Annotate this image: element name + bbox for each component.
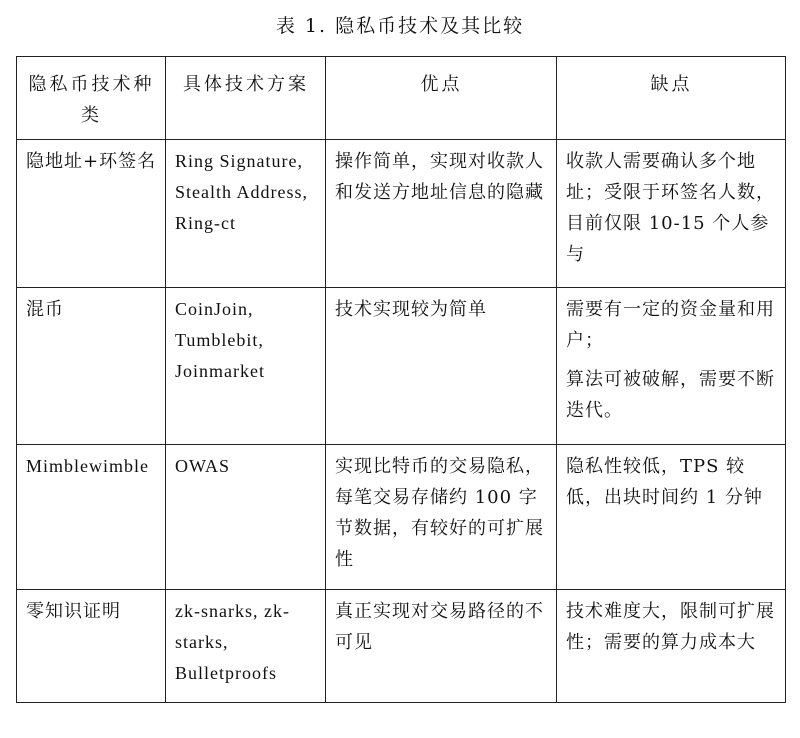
header-scheme: 具体技术方案 bbox=[166, 57, 326, 140]
scheme-line: Bulletproofs bbox=[175, 663, 277, 683]
header-pros: 优点 bbox=[326, 57, 557, 140]
scheme-line: Joinmarket bbox=[175, 361, 265, 381]
cons-paragraph: 隐私性较低，TPS 较低，出块时间约 1 分钟 bbox=[566, 456, 763, 508]
cell-type: 零知识证明 bbox=[17, 590, 166, 703]
header-type: 隐私币技术种类 bbox=[17, 57, 166, 140]
scheme-line: CoinJoin, bbox=[175, 299, 254, 319]
scheme-line: Ring Signature, bbox=[175, 151, 303, 171]
header-cons: 缺点 bbox=[557, 57, 786, 140]
cons-paragraph: 需要有一定的资金量和用户； bbox=[566, 299, 775, 351]
scheme-line: zk-snarks, zk- bbox=[175, 601, 290, 621]
cell-type: Mimblewimble bbox=[17, 445, 166, 590]
cell-scheme bbox=[166, 445, 326, 590]
cell-scheme bbox=[166, 288, 326, 445]
cell-type: 隐地址+环签名 bbox=[17, 140, 166, 288]
cell-pros: 操作简单，实现对收款人和发送方地址信息的隐藏 bbox=[326, 140, 557, 288]
cell-scheme bbox=[166, 590, 326, 703]
table-row bbox=[17, 445, 786, 590]
scheme-line: Tumblebit, bbox=[175, 330, 264, 350]
cell-cons bbox=[557, 140, 786, 288]
cell-pros: 技术实现较为简单 bbox=[326, 288, 557, 445]
table-caption: 表 1. 隐私币技术及其比较 bbox=[275, 15, 525, 37]
cell-type: 混币 bbox=[17, 288, 166, 445]
scheme-line: Stealth Address, bbox=[175, 182, 308, 202]
cons-paragraph: 算法可被破解，需要不断迭代。 bbox=[566, 369, 775, 421]
cell-pros: 实现比特币的交易隐私，每笔交易存储约 100 字节数据，有较好的可扩展性 bbox=[326, 445, 557, 590]
cell-cons bbox=[557, 288, 786, 445]
table-header-row bbox=[17, 57, 786, 140]
table-row bbox=[17, 288, 786, 445]
cons-paragraph: 收款人需要确认多个地址；受限于环签名人数，目前仅限 10-15 个人参与 bbox=[566, 151, 775, 265]
table-row bbox=[17, 140, 786, 288]
scheme-line: Ring-ct bbox=[175, 213, 236, 233]
cell-cons bbox=[557, 590, 786, 703]
cell-cons bbox=[557, 445, 786, 590]
scheme-line: starks, bbox=[175, 632, 229, 652]
scheme-line: OWAS bbox=[175, 456, 231, 476]
cell-scheme bbox=[166, 140, 326, 288]
cons-paragraph: 技术难度大，限制可扩展性；需要的算力成本大 bbox=[566, 601, 775, 653]
table-row bbox=[17, 590, 786, 703]
cell-pros: 真正实现对交易路径的不可见 bbox=[326, 590, 557, 703]
comparison-table bbox=[16, 56, 786, 703]
